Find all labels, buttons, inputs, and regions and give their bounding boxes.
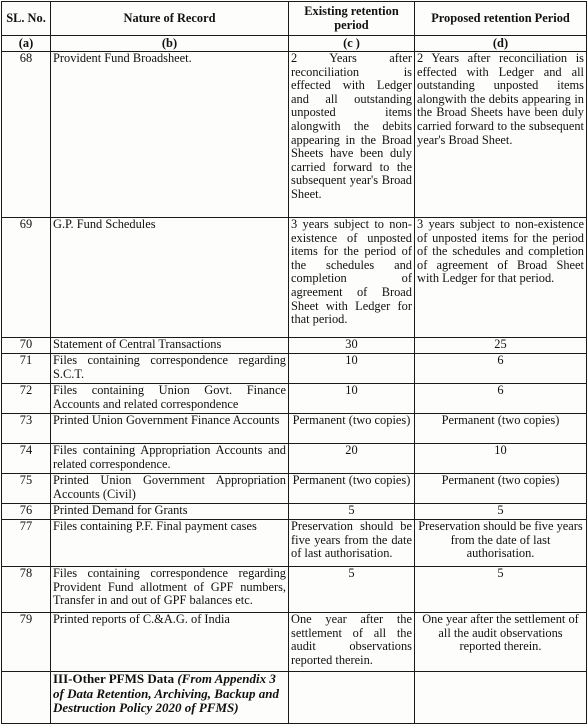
sl-no-cell: 79 bbox=[2, 613, 51, 672]
table-row bbox=[2, 414, 587, 444]
nature-cell: Files containing Appropriation Accounts and related correspondence. bbox=[51, 444, 289, 474]
subheader-b: (b) bbox=[51, 36, 289, 52]
existing-period-cell: Preservation should be five years from the date of last authorisation. bbox=[289, 520, 415, 567]
sl-no-cell: 74 bbox=[2, 444, 51, 474]
existing-period-cell: 20 bbox=[289, 444, 415, 474]
table-row bbox=[2, 384, 587, 414]
proposed-period-cell: 6 bbox=[415, 384, 587, 414]
sl-no-cell: 71 bbox=[2, 354, 51, 384]
existing-period-cell: 2 Years after reconciliation is effected with Ledger and all outstanding unposted items alongwith the debits appearing in the Broad Sheets have been duly carried forward to the subsequent year's Broad Sheet. bbox=[289, 52, 415, 218]
proposed-period-cell: 2 Years after reconciliation is effected with Ledger and all outstanding unposted items alongwith the debits appearing in the Broad Sheets have been duly carried forward to the subsequent year's Broad Sheet. bbox=[415, 52, 587, 218]
nature-cell: Statement of Central Transactions bbox=[51, 338, 289, 354]
proposed-period-cell: Permanent (two copies) bbox=[415, 474, 587, 504]
proposed-period-cell: 5 bbox=[415, 504, 587, 520]
sl-no-cell: 72 bbox=[2, 384, 51, 414]
header-row bbox=[2, 2, 587, 36]
existing-period-cell: Permanent (two copies) bbox=[289, 474, 415, 504]
subheader-row bbox=[2, 36, 587, 52]
existing-period-cell: 10 bbox=[289, 354, 415, 384]
section-heading-cell bbox=[51, 672, 289, 724]
sl-no-cell: 76 bbox=[2, 504, 51, 520]
retention-table bbox=[1, 1, 587, 724]
nature-cell: Printed reports of C.&A.G. of India bbox=[51, 613, 289, 672]
nature-cell: Provident Fund Broadsheet. bbox=[51, 52, 289, 218]
nature-cell: G.P. Fund Schedules bbox=[51, 218, 289, 338]
existing-period-cell: Permanent (two copies) bbox=[289, 414, 415, 444]
proposed-period-cell: 25 bbox=[415, 338, 587, 354]
nature-cell: Files containing Union Govt. Finance Accounts and related correspondence bbox=[51, 384, 289, 414]
sl-no-cell: 78 bbox=[2, 567, 51, 613]
subheader-d: (d) bbox=[415, 36, 587, 52]
table-row bbox=[2, 567, 587, 613]
proposed-period-cell: 5 bbox=[415, 567, 587, 613]
header-nature-of-record: Nature of Record bbox=[51, 2, 289, 36]
header-existing-retention: Existing retention period bbox=[289, 2, 415, 36]
table-row bbox=[2, 444, 587, 474]
proposed-period-cell: 6 bbox=[415, 354, 587, 384]
table-row bbox=[2, 504, 587, 520]
sl-no-cell: 69 bbox=[2, 218, 51, 338]
existing-period-cell: One year after the settlement of all the audit observations reported therein. bbox=[289, 613, 415, 672]
proposed-period-cell: 10 bbox=[415, 444, 587, 474]
header-sl-no: SL. No. bbox=[2, 2, 51, 36]
nature-cell: Files containing P.F. Final payment cases bbox=[51, 520, 289, 567]
existing-period-cell: 5 bbox=[289, 504, 415, 520]
nature-cell: Files containing correspondence regarding Provident Fund allotment of GPF numbers, Transfer in and out of GPF balances etc. bbox=[51, 567, 289, 613]
nature-cell: Printed Union Government Finance Accounts bbox=[51, 414, 289, 444]
sl-no-cell: 68 bbox=[2, 52, 51, 218]
sl-no-cell: 77 bbox=[2, 520, 51, 567]
proposed-period-cell: One year after the settlement of all the audit observations reported therein. bbox=[415, 613, 587, 672]
section-subtitle: (From Appendix 3 of Data Retention, Archiving, Backup and Destruction Policy 2020 of PFMS) bbox=[53, 671, 279, 715]
section-row bbox=[2, 672, 587, 724]
existing-period-cell-empty bbox=[289, 672, 415, 724]
sl-no-cell: 70 bbox=[2, 338, 51, 354]
existing-period-cell: 10 bbox=[289, 384, 415, 414]
table-row bbox=[2, 218, 587, 338]
header-proposed-retention: Proposed retention Period bbox=[415, 2, 587, 36]
subheader-a: (a) bbox=[2, 36, 51, 52]
table-row bbox=[2, 474, 587, 504]
sl-no-cell-empty bbox=[2, 672, 51, 724]
proposed-period-cell: Preservation should be five years from the date of last authorisation. bbox=[415, 520, 587, 567]
existing-period-cell: 30 bbox=[289, 338, 415, 354]
table-row bbox=[2, 52, 587, 218]
table-row bbox=[2, 338, 587, 354]
proposed-period-cell: Permanent (two copies) bbox=[415, 414, 587, 444]
subheader-c: (c ) bbox=[289, 36, 415, 52]
sl-no-cell: 75 bbox=[2, 474, 51, 504]
proposed-period-cell-empty bbox=[415, 672, 587, 724]
existing-period-cell: 5 bbox=[289, 567, 415, 613]
nature-cell: Printed Demand for Grants bbox=[51, 504, 289, 520]
section-title: III-Other PFMS Data bbox=[53, 671, 175, 686]
existing-period-cell: 3 years subject to non-existence of unposted items for the period of the schedules and completion of agreement of Broad Sheet with Ledger for that period. bbox=[289, 218, 415, 338]
table-row bbox=[2, 520, 587, 567]
nature-cell: Files containing correspondence regarding S.C.T. bbox=[51, 354, 289, 384]
nature-cell: Printed Union Government Appropriation Accounts (Civil) bbox=[51, 474, 289, 504]
table-row bbox=[2, 354, 587, 384]
proposed-period-cell: 3 years subject to non-existence of unposted items for the period of the schedules and completion of agreement of Broad Sheet with Ledger for that period. bbox=[415, 218, 587, 338]
table-row bbox=[2, 613, 587, 672]
sl-no-cell: 73 bbox=[2, 414, 51, 444]
